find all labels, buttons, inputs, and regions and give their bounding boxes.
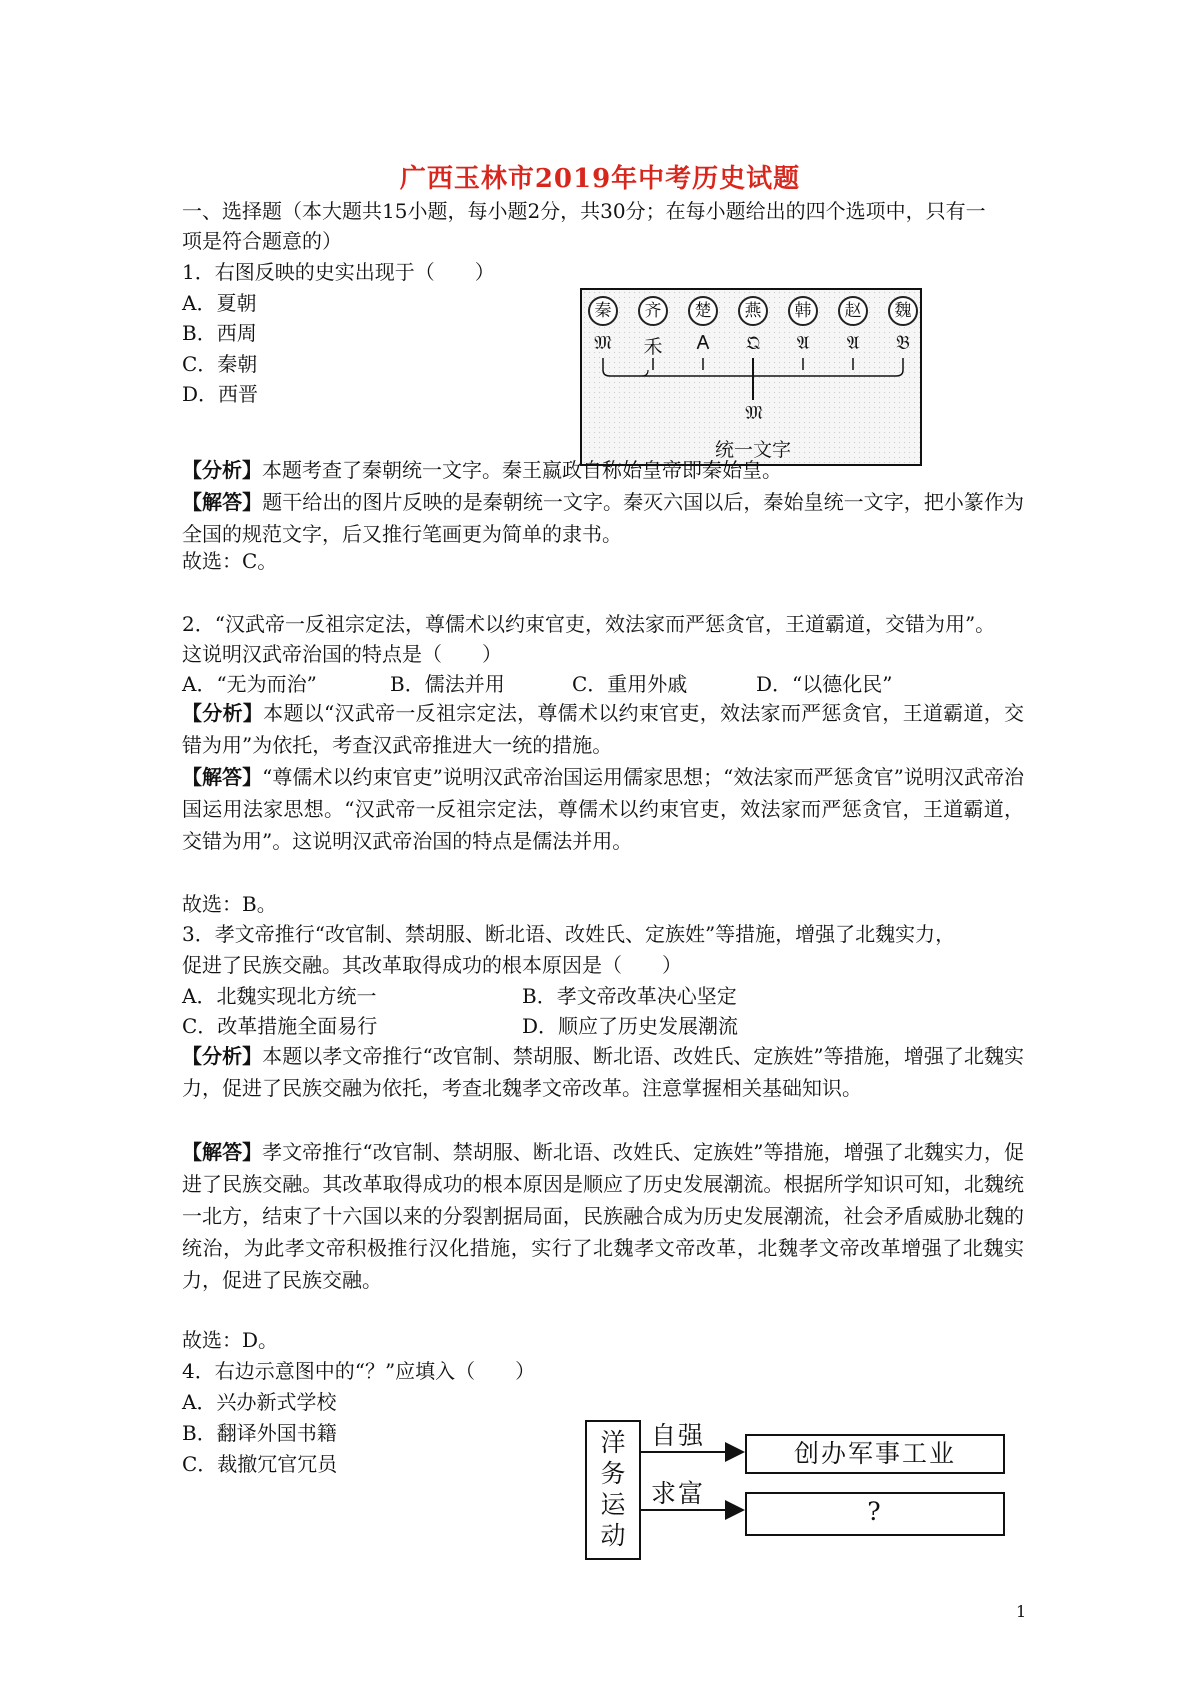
q2-analysis xyxy=(182,697,1024,761)
main-char-4: 动 xyxy=(600,1521,626,1550)
state-qi: 齐 xyxy=(638,296,668,326)
state-zhao: 赵 xyxy=(838,296,868,326)
answer-text: 孝文帝推行“改官制、禁胡服、断北语、改姓氏、定族姓”等措施，增强了北魏实力，促进了民族交融。其改革取得成功的根本原因是顺应了历史发展潮流。根据所学知识可知，北魏统一北方，结束了十六国以来的分裂割据局面，民族融合成为历史发展潮流，社会矛盾威胁北魏的统治，为此孝文帝积极推行汉化措施，实行了北魏孝文帝改革，北魏孝文帝改革增强了北魏实力，促进了民族交融。 xyxy=(182,1140,1025,1292)
q1-answer xyxy=(182,486,1024,550)
analysis-tag: 【分析】 xyxy=(182,701,264,725)
figure-caption: 统一文字 xyxy=(714,439,791,461)
q2-answer xyxy=(182,761,1024,857)
script-glyph-qin: 𝔐 xyxy=(594,332,612,354)
military-industry-box: 创办军事工业 xyxy=(745,1434,1005,1474)
q2-option-d: D．“以德化民” xyxy=(756,672,893,696)
q1-option-a: A．夏朝 xyxy=(182,291,257,315)
self-strengthening-diagram xyxy=(585,1420,1015,1560)
answer-tag: 【解答】 xyxy=(182,765,263,789)
label-seeking-wealth: 求富 xyxy=(651,1479,706,1508)
answer-text: 题干给出的图片反映的是秦朝统一文字。秦灭六国以后，秦始皇统一文字，把小篆作为全国的规范文字，后又推行笔画更为简单的隶书。 xyxy=(182,490,1025,546)
analysis-tag: 【分析】 xyxy=(182,458,262,482)
q2-option-c: C．重用外戚 xyxy=(572,672,688,696)
analysis-text: 本题以“汉武帝一反祖宗定法，尊儒术以约束官吏，效法家而严惩贪官，王道霸道，交错为用”为依托，考查汉武帝推进大一统的措施。 xyxy=(182,701,1024,757)
q3-option-d: D．顺应了历史发展潮流 xyxy=(522,1014,739,1038)
q1-choice: 故选：C。 xyxy=(182,549,278,573)
q3-option-a: A．北魏实现北方统一 xyxy=(182,984,377,1008)
section-header-line2: 项是符合题意的） xyxy=(182,229,342,253)
q3-stem-line1: 3．孝文帝推行“改官制、禁胡服、断北语、改姓氏、定族姓”等措施，增强了北魏实力， xyxy=(182,922,956,946)
state-chu: 楚 xyxy=(688,296,718,326)
q4-stem: 4．右边示意图中的“？”应填入（ ） xyxy=(182,1359,536,1383)
section-header-line1: 一、选择题（本大题共15小题，每小题2分，共30分；在每小题给出的四个选项中，只有一 xyxy=(182,199,986,223)
q1-option-d: D．西晋 xyxy=(182,382,259,406)
q4-option-a: A．兴办新式学校 xyxy=(182,1390,337,1414)
script-glyph-han: 𝔄 xyxy=(796,332,810,354)
q2-option-a: A．“无为而治” xyxy=(182,672,317,696)
q3-options-row2 xyxy=(182,1011,738,1041)
state-yan: 燕 xyxy=(738,296,768,326)
script-glyph-chu: 𐌀 xyxy=(695,332,711,354)
answer-tag: 【解答】 xyxy=(182,1140,263,1164)
analysis-text: 本题以孝文帝推行“改官制、禁胡服、断北语、改姓氏、定族姓”等措施，增强了北魏实力，促进了民族交融为依托，考查北魏孝文帝改革。注意掌握相关基础知识。 xyxy=(182,1044,1025,1100)
q2-stem-line1: 2．“汉武帝一反祖宗定法，尊儒术以约束官吏，效法家而严惩贪官，王道霸道，交错为用”。 xyxy=(182,612,996,636)
main-char-1: 洋 xyxy=(600,1428,626,1457)
script-glyph-yan: 𝔔 xyxy=(745,332,761,354)
state-qin: 秦 xyxy=(588,296,618,326)
q1-analysis xyxy=(182,454,1024,486)
script-glyph-wei: 𝔅 xyxy=(896,332,910,354)
q2-options xyxy=(182,669,892,699)
q2-stem-line2: 这说明汉武帝治国的特点是（ ） xyxy=(182,642,502,666)
state-wei: 魏 xyxy=(888,296,918,326)
script-glyph-qi: 禾 xyxy=(643,336,663,358)
answer-tag: 【解答】 xyxy=(182,490,263,514)
analysis-text: 本题考查了秦朝统一文字。秦王嬴政自称始皇帝即秦始皇。 xyxy=(262,458,782,482)
unified-script-figure xyxy=(580,288,922,466)
main-char-3: 运 xyxy=(600,1490,626,1519)
q4-option-c: C．裁撤冗官冗员 xyxy=(182,1452,338,1476)
state-han: 韩 xyxy=(788,296,818,326)
page-title: 广西玉林市2019年中考历史试题 xyxy=(399,164,801,194)
page-number: 1 xyxy=(1016,1602,1027,1621)
q1-option-b: B．西周 xyxy=(182,321,257,345)
q1-stem: 1．右图反映的史实出现于（ ） xyxy=(182,260,495,284)
q4-option-b: B．翻译外国书籍 xyxy=(182,1421,337,1445)
analysis-tag: 【分析】 xyxy=(182,1044,263,1068)
q3-options-row1 xyxy=(182,981,737,1011)
q3-answer xyxy=(182,1136,1024,1296)
main-char-2: 务 xyxy=(600,1459,626,1488)
q2-option-b: B．儒法并用 xyxy=(390,672,505,696)
script-glyph-zhao: 𝔄 xyxy=(846,332,860,354)
label-self-strengthening: 自强 xyxy=(651,1421,706,1450)
answer-text: “尊儒术以约束官吏”说明汉武帝治国运用儒家思想；“效法家而严惩贪官”说明汉武帝治国运用法家思想。“汉武帝一反祖宗定法，尊儒术以约束官吏，效法家而严惩贪官，王道霸道，交错为用”。这说明汉武帝治国的特点是儒法并用。 xyxy=(182,765,1024,853)
q3-option-b: B．孝文帝改革决心坚定 xyxy=(522,984,737,1008)
q1-option-c: C．秦朝 xyxy=(182,352,258,376)
yangwu-movement-box xyxy=(585,1420,641,1560)
q3-stem-line2: 促进了民族交融。其改革取得成功的根本原因是（ ） xyxy=(182,953,682,977)
q2-choice: 故选：B。 xyxy=(182,892,277,916)
unified-script-glyph: 𝔐 xyxy=(745,402,763,424)
q3-choice: 故选：D。 xyxy=(182,1328,279,1352)
q3-analysis xyxy=(182,1040,1024,1104)
unknown-box: ? xyxy=(745,1492,1005,1536)
q3-option-c: C．改革措施全面易行 xyxy=(182,1014,378,1038)
